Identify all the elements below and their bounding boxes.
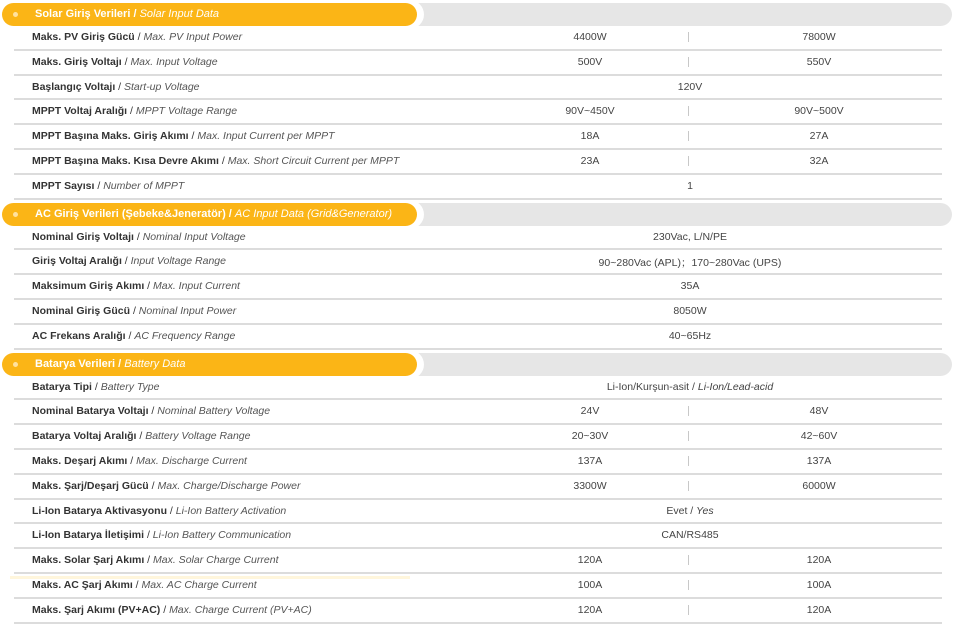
spec-row	[14, 475, 942, 500]
spec-label-tr: Maks. Şarj/Deşarj Gücü	[32, 479, 149, 492]
value-model-1: 120A	[577, 603, 603, 616]
section-header	[0, 203, 956, 226]
spec-label: Maks. Şarj Akımı (PV+AC) / Max. Charge Current (PV+AC)	[32, 603, 312, 616]
spec-row	[14, 425, 942, 450]
value-model-1: 20~30V	[571, 430, 609, 443]
spec-label-en: Battery Voltage Range	[145, 430, 251, 443]
spec-row	[14, 400, 942, 425]
bullet-icon	[13, 362, 18, 367]
value-model-2: 48V	[809, 405, 829, 418]
value-shared: 230Vac, L/N/PE	[653, 230, 727, 243]
bottom-strip	[10, 576, 410, 579]
spec-label: MPPT Başına Maks. Giriş Akımı / Max. Input Current per MPPT	[32, 130, 335, 143]
column-separator	[688, 555, 689, 565]
value-shared: CAN/RS485	[661, 529, 719, 542]
spec-label: Maks. PV Giriş Gücü / Max. PV Input Power	[32, 31, 243, 43]
spec-row	[14, 300, 942, 325]
column-separator	[688, 156, 689, 166]
spec-label: Nominal Batarya Voltajı / Nominal Battery Voltage	[32, 405, 271, 418]
section-title-pill	[2, 353, 417, 376]
spec-label: MPPT Başına Maks. Kısa Devre Akımı / Max. Short Circuit Current per MPPT	[32, 154, 400, 167]
spec-label: Maksimum Giriş Akımı / Max. Input Current	[32, 280, 240, 293]
column-separator	[688, 456, 689, 466]
spec-label-en: AC Frequency Range	[134, 329, 236, 342]
spec-label: Maks. Deşarj Akımı / Max. Discharge Current	[32, 454, 247, 467]
spec-label-tr: Li-Ion Batarya İletişimi	[32, 529, 145, 542]
column-separator	[688, 431, 689, 441]
section-header-bar	[410, 3, 952, 26]
spec-label-tr: Maks. Şarj Akımı (PV+AC)	[32, 603, 161, 616]
section-title-en: Battery Data	[124, 357, 186, 370]
column-separator	[688, 580, 689, 590]
spec-label: Maks. AC Şarj Akımı / Max. AC Charge Current	[32, 578, 257, 591]
spec-row	[14, 376, 942, 401]
section-header	[0, 353, 956, 376]
spec-label-en: Max. Input Current per MPPT	[197, 130, 335, 143]
section-title: Batarya Verileri / Battery Data	[35, 357, 186, 370]
value-model-2: 6000W	[802, 479, 836, 492]
spec-label-en: Start-up Voltage	[124, 80, 200, 93]
column-separator	[688, 481, 689, 491]
spec-label-tr: Başlangıç Voltajı	[32, 80, 116, 93]
column-separator	[688, 32, 689, 42]
spec-label: AC Frekans Aralığı / AC Frequency Range	[32, 329, 236, 342]
section-title: Solar Giriş Verileri / Solar Input Data	[35, 8, 220, 20]
value-shared: 90~280Vac (APL)；170~280Vac (UPS)	[598, 257, 782, 270]
section-header	[0, 3, 956, 26]
value-model-1: 120A	[577, 554, 603, 567]
spec-row	[14, 76, 942, 101]
section-title-tr: Batarya Verileri	[35, 357, 116, 370]
section-title-tr: AC Giriş Verileri (Şebeke&Jeneratör)	[35, 207, 226, 220]
spec-row	[14, 450, 942, 475]
spec-label: Maks. Solar Şarj Akımı / Max. Solar Charge Current	[32, 554, 279, 567]
spec-row	[14, 250, 942, 275]
spec-label-tr: Maks. PV Giriş Gücü	[32, 31, 135, 43]
value-tr: Li-Ion/Kurşun-asit /	[606, 380, 698, 393]
value-model-1: 100A	[577, 578, 603, 591]
value-model-1: 23A	[580, 154, 600, 167]
spec-label-en: Input Voltage Range	[130, 255, 226, 268]
spec-label: MPPT Voltaj Aralığı / MPPT Voltage Range	[32, 105, 238, 118]
spec-label: Batarya Voltaj Aralığı / Battery Voltage Range	[32, 430, 251, 443]
spec-label-tr: Maks. Deşarj Akımı	[32, 454, 128, 467]
spec-row	[14, 226, 942, 251]
value-model-1: 24V	[580, 405, 600, 418]
spec-label-tr: Batarya Voltaj Aralığı	[32, 430, 137, 443]
column-separator	[688, 131, 689, 141]
spec-label-en: Max. Charge/Discharge Power	[157, 479, 301, 492]
section-title-pill	[2, 203, 417, 226]
spec-label-tr: Nominal Giriş Gücü	[32, 304, 131, 317]
spec-label: MPPT Sayısı / Number of MPPT	[32, 179, 185, 192]
spec-label: Giriş Voltaj Aralığı / Input Voltage Range	[32, 255, 226, 268]
column-separator	[688, 106, 689, 116]
value-model-1: 3300W	[573, 479, 607, 492]
column-separator	[688, 57, 689, 67]
spec-label: Li-Ion Batarya İletişimi / Li-Ion Battery Communication	[32, 529, 292, 542]
value-tr: Evet /	[666, 504, 697, 517]
value-shared	[490, 381, 890, 393]
value-model-1: 137A	[577, 454, 603, 467]
spec-row	[14, 599, 942, 624]
column-separator	[688, 605, 689, 615]
spec-row	[14, 549, 942, 574]
spec-label-en: Max. Charge Current (PV+AC)	[169, 603, 312, 616]
spec-label-tr: Nominal Giriş Voltajı	[32, 230, 134, 243]
value-shared: 8050W	[673, 304, 707, 317]
spec-label-en: Max. PV Input Power	[143, 31, 243, 43]
spec-row	[14, 500, 942, 525]
spec-label-en: Number of MPPT	[103, 179, 185, 192]
spec-label-en: Li-Ion Battery Activation	[175, 504, 287, 517]
value-model-2: 27A	[809, 130, 829, 143]
spec-label-tr: Maks. Solar Şarj Akımı	[32, 554, 145, 567]
spec-label-tr: AC Frekans Aralığı	[32, 329, 126, 342]
spec-row	[14, 275, 942, 300]
section-title-en: AC Input Data (Grid&Generator)	[234, 207, 393, 220]
spec-label: Batarya Tipi / Battery Type	[32, 380, 160, 393]
value-model-2: 42~60V	[800, 430, 838, 443]
bullet-icon	[13, 212, 18, 217]
spec-label-tr: MPPT Sayısı	[32, 179, 95, 192]
spec-row	[14, 125, 942, 150]
spec-label-en: Max. AC Charge Current	[141, 578, 257, 591]
value-shared: 1	[687, 179, 693, 192]
value-model-1: 4400W	[573, 31, 607, 43]
value-shared: 40~65Hz	[668, 329, 712, 342]
spec-row	[14, 100, 942, 125]
spec-label: Maks. Şarj/Deşarj Gücü / Max. Charge/Discharge Power	[32, 479, 301, 492]
value-shared	[490, 505, 890, 517]
value-en: Yes	[696, 504, 714, 517]
spec-label-en: Battery Type	[100, 380, 160, 393]
section-title-tr: Solar Giriş Verileri	[35, 8, 131, 20]
value-model-2: 120A	[806, 554, 832, 567]
value-model-1: 90V~450V	[565, 105, 615, 118]
section-title-pill	[2, 3, 417, 26]
value-en: Li-Ion/Lead-acid	[697, 380, 774, 393]
spec-label-en: Li-Ion Battery Communication	[152, 529, 292, 542]
value-model-2: 100A	[806, 578, 832, 591]
spec-row	[14, 26, 942, 51]
spec-label-tr: Maks. Giriş Voltajı	[32, 55, 122, 68]
spec-label-en: Max. Input Voltage	[130, 55, 218, 68]
spec-label-en: Max. Short Circuit Current per MPPT	[227, 154, 400, 167]
spec-label-tr: MPPT Voltaj Aralığı	[32, 105, 128, 118]
spec-table	[0, 3, 956, 624]
value-model-2: 120A	[806, 603, 832, 616]
spec-label-en: Nominal Input Power	[138, 304, 237, 317]
spec-label-en: Nominal Battery Voltage	[157, 405, 271, 418]
value-model-2: 137A	[806, 454, 832, 467]
spec-label-en: Max. Discharge Current	[136, 454, 247, 467]
value-shared: 120V	[677, 80, 703, 93]
spec-label-tr: MPPT Başına Maks. Giriş Akımı	[32, 130, 189, 143]
spec-row	[14, 524, 942, 549]
spec-label-en: MPPT Voltage Range	[135, 105, 238, 118]
section-title-en: Solar Input Data	[139, 8, 220, 20]
spec-label: Nominal Giriş Gücü / Nominal Input Power	[32, 304, 237, 317]
spec-label-en: Max. Input Current	[153, 280, 240, 293]
spec-label-tr: Batarya Tipi	[32, 380, 92, 393]
spec-label: Maks. Giriş Voltajı / Max. Input Voltage	[32, 55, 218, 68]
spec-label: Başlangıç Voltajı / Start-up Voltage	[32, 80, 200, 93]
spec-label-tr: Giriş Voltaj Aralığı	[32, 255, 122, 268]
spec-label-tr: Maks. AC Şarj Akımı	[32, 578, 133, 591]
section-header-bar	[410, 203, 952, 226]
spec-label-tr: Li-Ion Batarya Aktivasyonu	[32, 504, 167, 517]
spec-row	[14, 325, 942, 350]
spec-label-tr: MPPT Başına Maks. Kısa Devre Akımı	[32, 154, 219, 167]
value-model-1: 18A	[580, 130, 600, 143]
value-model-2: 90V~500V	[794, 105, 844, 118]
value-model-2: 7800W	[802, 31, 836, 43]
spec-label-en: Nominal Input Voltage	[142, 230, 246, 243]
value-shared: 35A	[680, 280, 700, 293]
column-separator	[688, 406, 689, 416]
spec-label: Nominal Giriş Voltajı / Nominal Input Voltage	[32, 230, 246, 243]
spec-label-en: Max. Solar Charge Current	[153, 554, 279, 567]
spec-label-tr: Nominal Batarya Voltajı	[32, 405, 149, 418]
section-title: AC Giriş Verileri (Şebeke&Jeneratör) / AC Input Data (Grid&Generator)	[35, 207, 393, 220]
spec-row	[14, 51, 942, 76]
spec-row	[14, 150, 942, 175]
value-model-1: 500V	[577, 55, 603, 68]
bullet-icon	[13, 12, 18, 17]
value-model-2: 550V	[806, 55, 832, 68]
spec-label: Li-Ion Batarya Aktivasyonu / Li-Ion Battery Activation	[32, 504, 287, 517]
section-header-bar	[410, 353, 952, 376]
spec-label-tr: Maksimum Giriş Akımı	[32, 280, 145, 293]
value-model-2: 32A	[809, 154, 829, 167]
spec-row	[14, 175, 942, 200]
